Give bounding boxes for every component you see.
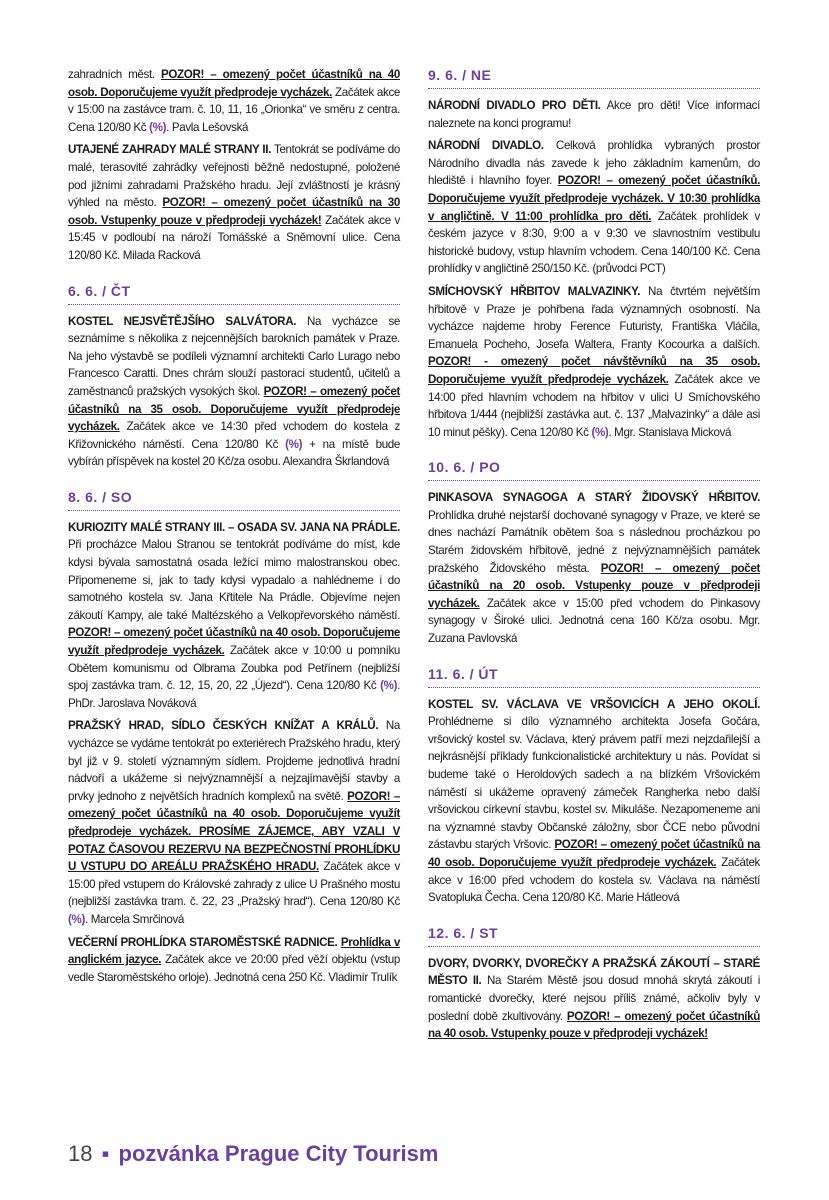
body-text: Začátek prohlídek v českém jazyce v 8:30, 9:00 a v 9:30 ve slavnostním vestibulu historické budovy, vstup hlavním vchodem. Cena 140/100 Kč. Cena prohlídky v angličtině 250/150 Kč. (průvodci PCT) [428,209,760,276]
event-paragraph [68,66,400,136]
body-text: Začátek akce v 15:00 před vstupem do Královské zahrady z ulice U Prašného mostu (nejbližší zastávka tram. č. 22, 23 „Pražský hrad“). Cena 120/80 Kč [68,860,400,909]
body-text: Na čtvrtém největším hřbitově v Praze je pohřbena řada významných osobností. Na vycházce najdeme hroby Ference Futuristy, Františka Vláčila, Emanuela Pocheho, Josefa Waltera, Franty Kocourka a dalších. [428,284,760,351]
warning-note: POZOR! – omezený počet účastníků na 40 osob. Doporučujeme využít předprodeje vycházek. [428,838,760,869]
body-text: Tentokrát se podíváme do malé, terasovité zahrádky veřejnosti běžně nedostupné, položené pod jižními zahradami Pražského hradu. Její zvláštností je krásný výhled na město. [68,143,400,210]
event-paragraph [68,519,400,713]
section-spacer [68,476,400,488]
warning-note: POZOR! – omezený počet účastníků na 40 osob. Doporučujeme využít předprodeje vycházek. [68,68,401,99]
section-spacer [68,270,400,282]
day-heading: 12. 6. / ST [428,924,760,947]
section-spacer [428,653,760,665]
body-text: . PhDr. Jaroslava Nováková [68,679,400,710]
warning-note: POZOR! – omezený počet účastníků. Doporučujeme využít předprodeje vycházek. V 10:30 prohlídka v angličtině. V 11:00 prohlídka pro děti. [428,174,760,223]
event-paragraph [68,141,400,264]
warning-note: POZOR! – omezený počet účastníků na 40 osob. Doporučujeme využít předprodeje vycházek. [68,626,400,658]
body-text: Celková prohlídka vybraných prostor Národního divadla nás zavede k jeho základním kamenům, do hlediště i hlavního foyer. [428,139,760,188]
right-column [428,66,760,1048]
body-text: Začátek akce v 10:00 u pomníku Obětem komunismu od Olbrama Zoubka pod Petřínem (nejbližší spoj zastávka tram. č. 12, 15, 20, 22 „Újezd“). Cena 120/80 Kč [68,644,400,693]
day-heading: 9. 6. / NE [428,66,760,89]
discount-mark: (%) [591,425,609,439]
body-text: Začátek akce ve 14:00 před hlavním vchodem na hřbitov v ulici U Smíchovského hřbitova 1/444 (nejbližší zastávka aut. č. 137 „Malvazinky“ a dále asi 10 minut pěšky). Cena 120/80 Kč [428,372,760,439]
left-column [68,66,400,991]
body-text: Prohlédneme si dílo významného architekta Josefa Gočára, vršovický kostel sv. Václava, který právem patří mezi nejzdařilejší a nejkrásnější příklady funkcionalistické architektury u nás. Povídat si budeme také o Heroldových sadech a na blízkém Vršovickém náměstí si ukážeme opravený zámeček Rangherka nebo další vršovickou církevní stavbu, kostel sv. Mikuláše. Nezapomeneme ani na významné stavby Občanské záložny, sbor ČCE nebo původní zástavbu starých Vršovic. [428,715,760,852]
body-text: Začátek akce ve 14:30 před vchodem do kostela z Křižovnického náměstí. Cena 120/80 Kč [68,420,400,451]
day-heading: 11. 6. / ÚT [428,665,760,688]
event-title: KOSTEL NEJSVĚTĚJŠÍHO SALVÁTORA. [68,314,297,328]
event-title: NÁRODNÍ DIVADLO PRO DĚTI. [428,99,601,112]
warning-note: POZOR! – omezený počet účastníků na 40 osob. Vstupenky pouze v předprodeji vycházek! [428,1009,761,1041]
footer-brand: pozvánka Prague City Tourism [118,1141,439,1166]
event-title: UTAJENÉ ZAHRADY MALÉ STRANY II. [68,143,272,157]
warning-note: POZOR! – omezený počet účastníků na 20 osob. Vstupenky pouze v předprodeji vycházek. [428,561,760,610]
body-text: . Pavla Lešovská [166,120,249,134]
body-text: Začátek akce v 16:00 před vchodem do kostela sv. Václava na náměstí Svatopluka Čecha. Cena 120/80 Kč. Marie Hátleová [428,855,760,905]
section-spacer [428,912,760,924]
day-heading: 8. 6. / SO [68,488,400,511]
body-text: Na Starém Městě jsou dosud mnohá skrytá zákoutí i romantické dvorečky, které nejsou příliš známé, ačkoliv byly v poslední době zkultivovány. [428,974,761,1023]
event-paragraph [428,955,760,1043]
footer-bullet: ▪ [101,1141,110,1166]
event-title: DVORY, DVORKY, DVOREČKY A PRAŽSKÁ ZÁKOUTÍ – STARÉ MĚSTO II. [428,956,760,988]
body-text: Při procházce Malou Stranou se tentokrát podíváme do míst, kde kdysi bývala samostatná osada ležící mimo malostranskou obec. Připomeneme si, jak to tady kdysi vypadalo a nahlédneme i do samotného kostela sv. Jana Křtitele Na Prádle. Objevíme nejen zákoutí Kampy, ale také Maltézského a Velkopřevorského náměstí. [68,538,400,622]
body-text: . Mgr. Stanislava Micková [608,425,732,439]
day-heading: 6. 6. / ČT [68,282,400,305]
warning-note: POZOR! – omezený počet účastníků na 30 osob. Vstupenky pouze v předprodeji vycházek! [68,196,401,227]
body-text: Začátek akce v 15:00 před vchodem do Pinkasovy synagogy v Široké ulici. Jednotná cena 160 Kč/za osobu. Mgr. Zuzana Pavlovská [428,596,760,646]
event-paragraph [68,934,400,987]
discount-mark: (%) [285,437,303,451]
warning-note: POZOR! – omezený počet účastníků na 40 osob. Doporučujeme využít předprodeje vycházek. PROSÍME ZÁJEMCE, ABY VZALI V POTAZ ČASOVOU REZERVU NA BEZPEČNOSTNÍ PROHLÍDKU U VSTUPU DO AREÁLU PRAŽSKÉHO HRADU. [68,789,400,874]
discount-mark: (%) [149,120,167,134]
discount-mark: (%) [380,679,398,693]
event-title: VEČERNÍ PROHLÍDKA STAROMĚSTSKÉ RADNICE. [68,935,338,949]
day-heading: 10. 6. / PO [428,458,760,481]
body-text: Začátek akce v 15:00 na zastávce tram. č. 10, 11, 16 „Orionka“ ve směru z centra. Cena 120/80 Kč [68,85,400,134]
body-text: Akce pro děti! Více informací naleznete na konci programu! [428,99,760,130]
body-text: Na vycházce se seznámíme s několika z nejcennějších barokních památek v Praze. Na jeho výstavbě se podíleli významní architekti Carlo Lurago nebo Francesco Caratti. Dnes chrám slouží pastoraci studentů, učitelů a zaměstnanců pražských vysokých škol. [68,314,400,398]
event-paragraph [68,313,400,471]
section-spacer [428,446,760,458]
event-paragraph [68,717,400,928]
page-footer [68,1141,438,1167]
body-text: Začátek akce ve 20:00 před věží objektu (vstup vedle Staroměstského orloje). Jednotná cena 250 Kč. Vladimír Trulík [68,953,400,984]
page-number: 18 [68,1141,93,1166]
body-text: Začátek akce v 15:45 v podloubí na nároží Tomášské a Sněmovní ulice. Cena 120/80 Kč. Milada Racková [68,213,400,262]
event-paragraph [428,283,760,441]
body-text: Na vycházce se vydáme tentokrát po exteriérech Pražského hradu, který byl již v 9. století významným sídlem. Projdeme jednotlivá hradní nádvoří a ukážeme si nejvýznamnější a nejzajímavější stavby a prvky jednoho z největších hradních komplexů na světě. [68,719,401,803]
event-paragraph [428,137,760,278]
body-text: zahradních měst. [68,68,161,81]
event-title: PINKASOVA SYNAGOGA A STARÝ ŽIDOVSKÝ HŘBITOV. [428,491,760,505]
event-paragraph [428,489,760,647]
body-text: . Marcela Smrčinová [84,912,184,926]
warning-note: Prohlídka v anglickém jazyce. [68,935,401,967]
body-text: + na místě bude vybírán příspěvek na kostel 20 Kč/za osobu. Alexandra Škrlandová [68,437,400,469]
event-title: SMÍCHOVSKÝ HŘBITOV MALVAZINKY. [428,284,641,298]
event-paragraph [428,97,760,132]
event-title: KURIOZITY MALÉ STRANY III. – OSADA SV. JANA NA PRÁDLE. [68,520,400,534]
discount-mark: (%) [68,912,85,926]
event-title: PRAŽSKÝ HRAD, SÍDLO ČESKÝCH KNÍŽAT A KRÁLŮ. [68,719,379,733]
warning-note: POZOR! – omezený počet účastníků na 35 osob. Doporučujeme využít předprodeje vycházek. [68,384,400,434]
body-text: Prohlídka druhé nejstarší dochované synagogy v Praze, ve které se dnes nachází Památník obětem šoa s následnou procházkou po Starém židovském hřbitově, jedné z nejvýznamnějších památek pražského Židovského města. [428,508,760,575]
warning-note: POZOR! - omezený počet návštěvníků na 35 osob. Doporučujeme využít předprodeje vycházek. [428,355,760,386]
event-title: NÁRODNÍ DIVADLO. [428,139,544,153]
event-title: KOSTEL SV. VÁCLAVA VE VRŠOVICÍCH A JEHO OKOLÍ. [428,697,760,711]
event-paragraph [428,696,760,907]
